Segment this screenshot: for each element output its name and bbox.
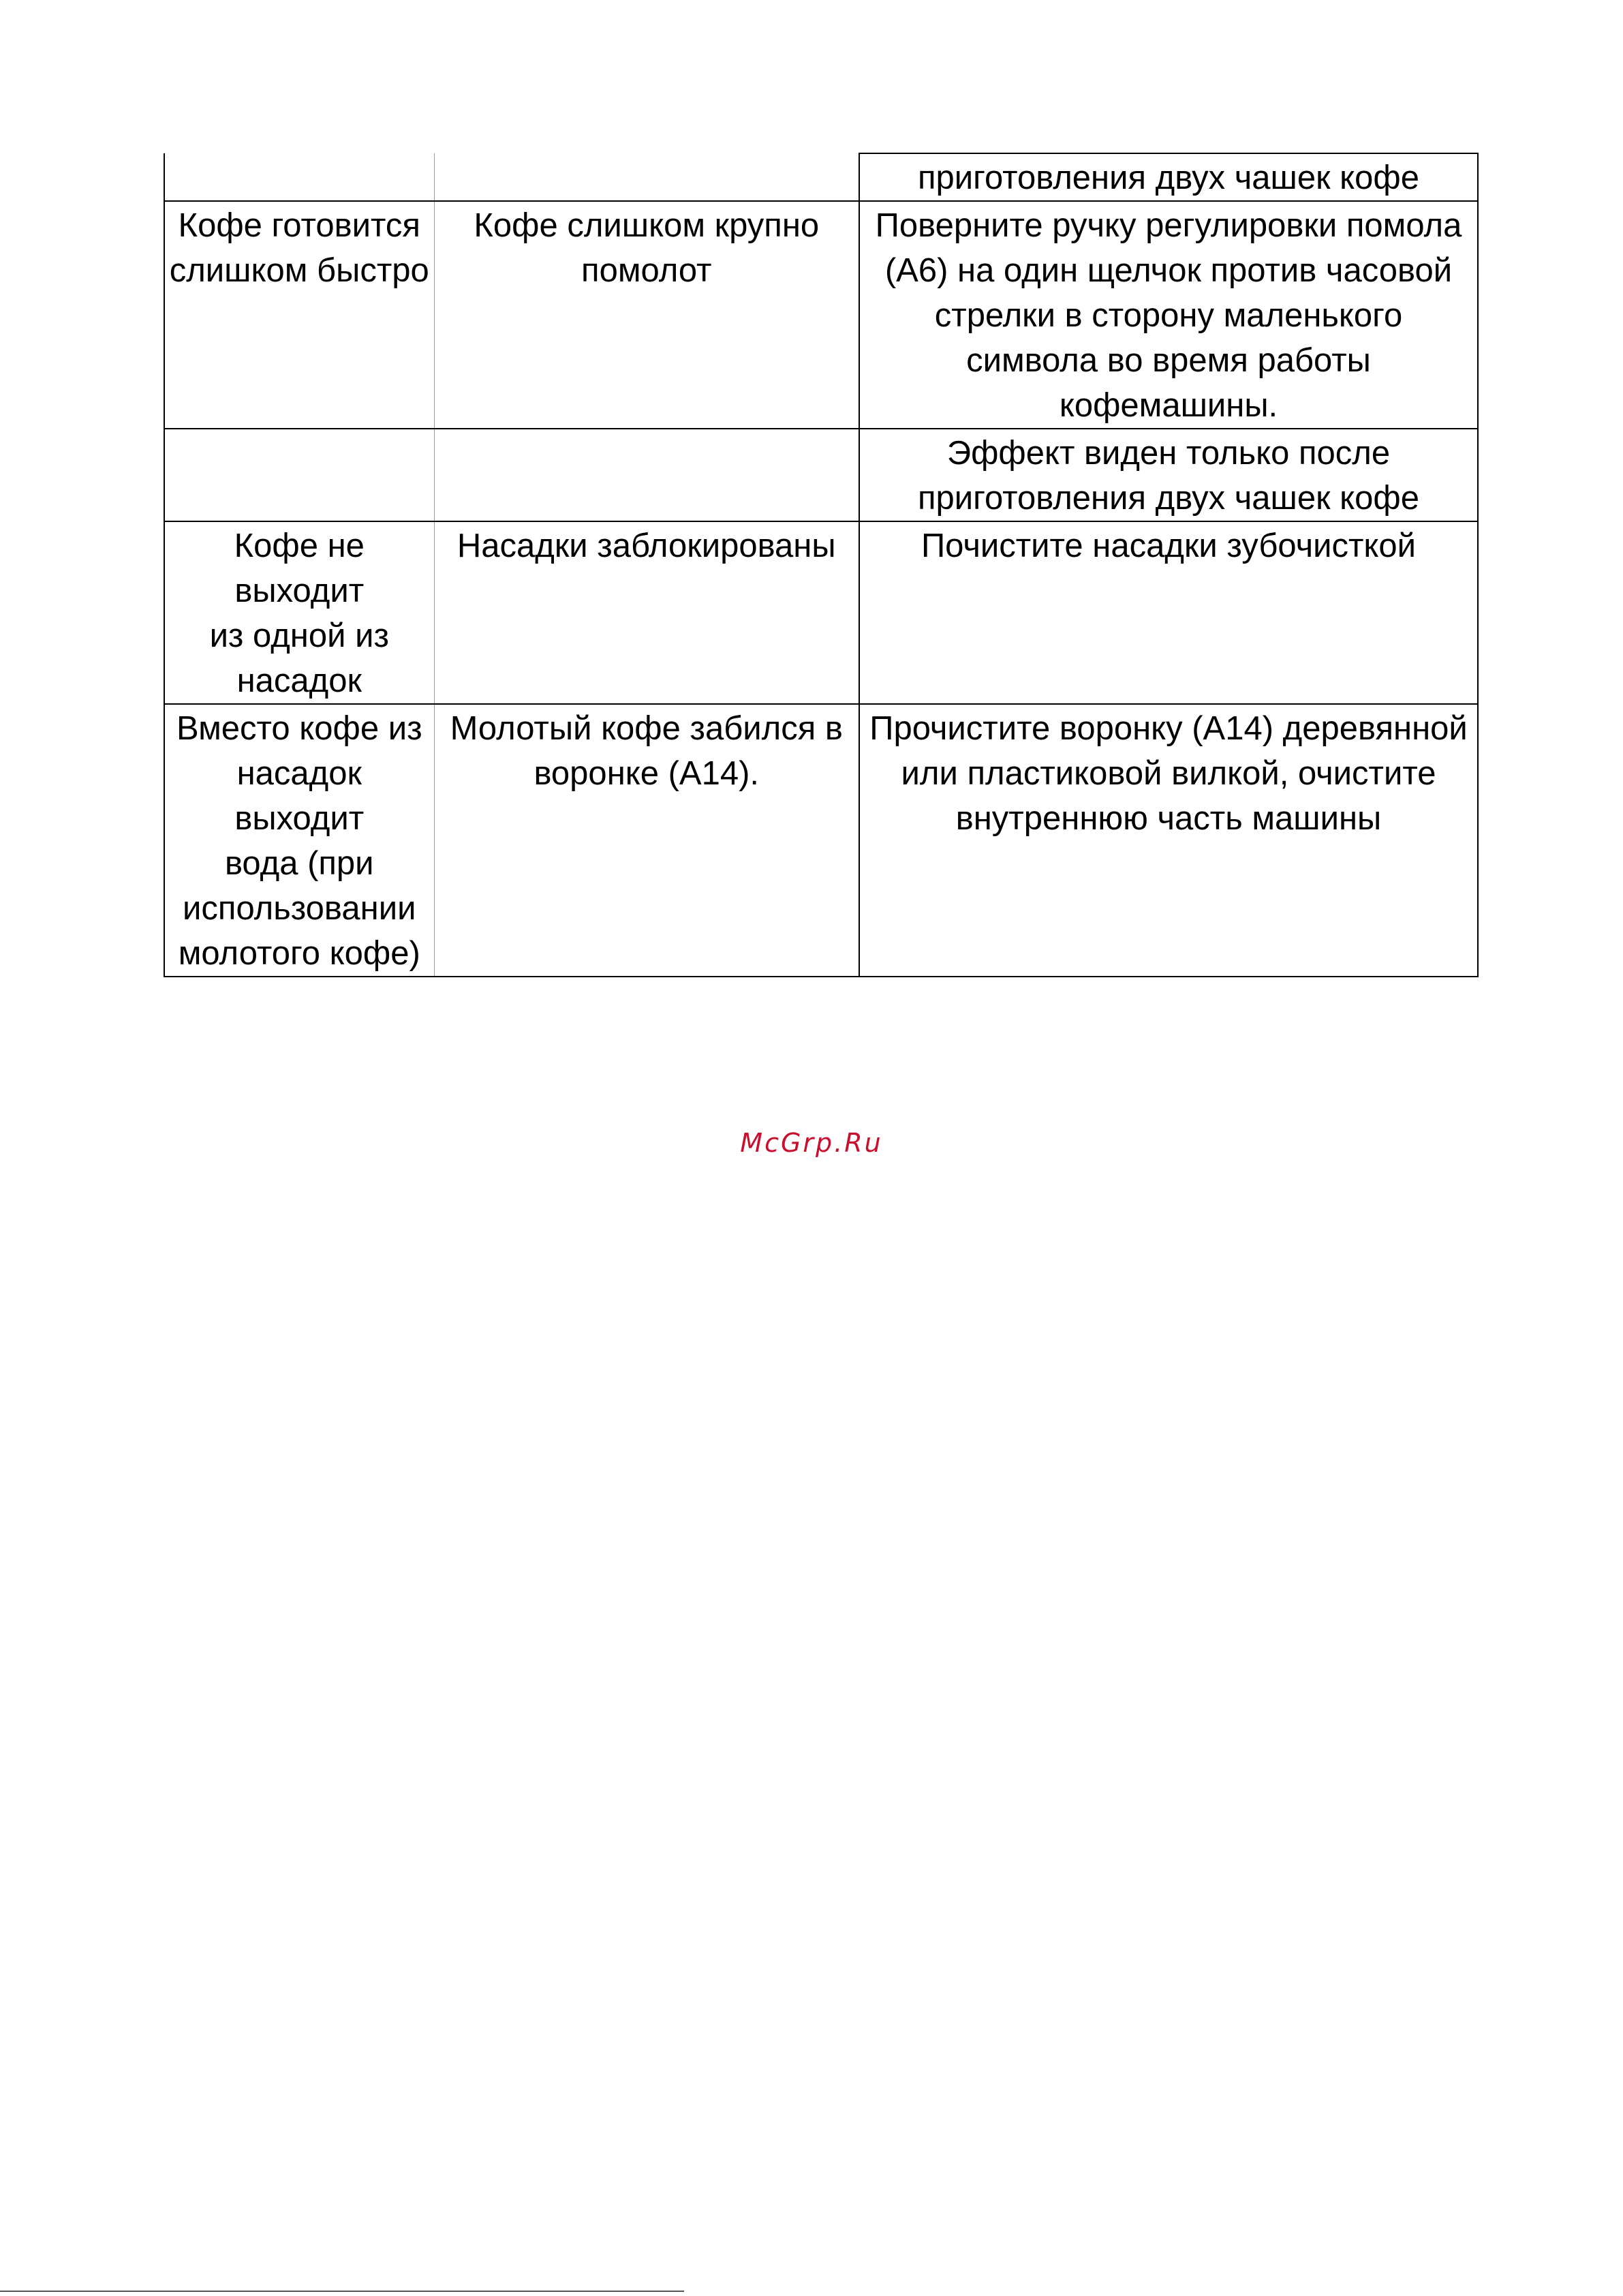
cause-text: Молотый кофе забился в воронке (A14). [450, 710, 843, 792]
cause-cell [434, 429, 859, 521]
cause-cell [434, 153, 859, 201]
problem-cell [164, 429, 434, 521]
cause-cell [434, 704, 859, 977]
solution-cell [859, 704, 1478, 977]
solution-text: приготовления двух чашек кофе [918, 159, 1419, 196]
cause-cell [434, 201, 859, 429]
footer-divider [0, 2291, 684, 2292]
problem-cell [164, 521, 434, 704]
solution-text: Поверните ручку регулировки помола (A6) на один щелчок против часовой стрелки в сторону маленького символа во время работы кофемашины. [875, 207, 1462, 424]
problem-text: Вместо кофе из насадок выходит вода (при использовании молотого кофе) [176, 710, 422, 972]
table-row [164, 521, 1478, 704]
problem-text: Кофе готовится слишком быстро [169, 207, 429, 289]
solution-cell [859, 153, 1478, 201]
solution-text: Почистите насадки зубочисткой [921, 527, 1417, 564]
problem-cell [164, 153, 434, 201]
solution-cell [859, 429, 1478, 521]
table-row [164, 429, 1478, 521]
problem-cell [164, 704, 434, 977]
solution-cell [859, 201, 1478, 429]
solution-text: Прочистите воронку (A14) деревянной или пластиковой вилкой, очистите внутреннюю часть машины [869, 710, 1468, 837]
cause-text: Кофе слишком крупно помолот [474, 207, 820, 289]
table-row [164, 153, 1478, 201]
solution-cell [859, 521, 1478, 704]
cause-cell [434, 521, 859, 704]
troubleshooting-table [164, 153, 1479, 977]
table-row [164, 704, 1478, 977]
solution-text: Эффект виден только после приготовления двух чашек кофе [918, 435, 1419, 517]
cause-text: Насадки заблокированы [457, 527, 836, 564]
problem-text: Кофе не выходит из одной из насадок [209, 527, 389, 699]
table-row [164, 201, 1478, 429]
problem-cell [164, 201, 434, 429]
watermark-text: McGrp.Ru [740, 1128, 883, 1158]
